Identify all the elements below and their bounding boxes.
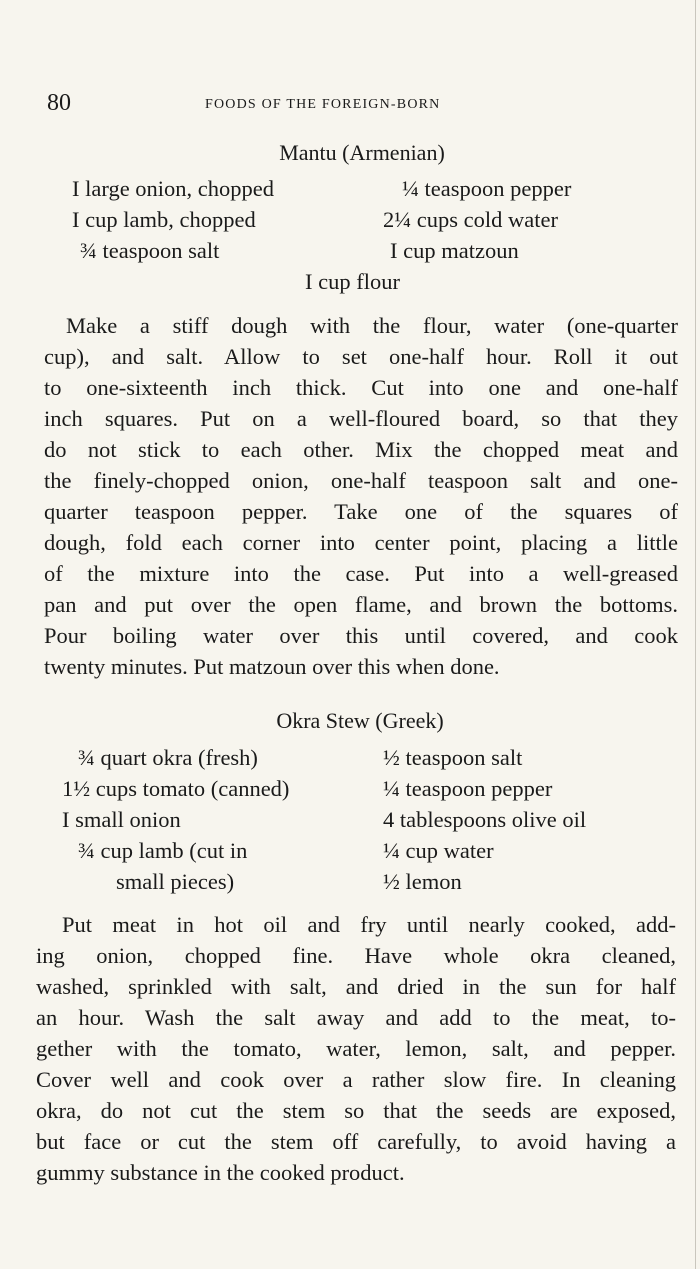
paragraph-line: gether with the tomato, water, lemon, salt, and pepper. [36,1036,676,1061]
paragraph-line: an hour. Wash the salt away and add to the meat, to- [36,1005,676,1030]
ingredient: ¼ teaspoon pepper [383,776,553,801]
ingredient: 2¼ cups cold water [383,207,558,232]
paragraph-line: to one-sixteenth inch thick. Cut into one and one-half [44,375,678,400]
ingredient: 4 tablespoons olive oil [383,807,587,832]
ingredient: I cup flour [305,269,400,294]
paragraph-line: but face or cut the stem off carefully, to avoid having a [36,1129,676,1154]
paragraph-line: of the mixture into the case. Put into a well-greased [44,561,678,586]
paragraph-line: do not stick to each other. Mix the chopped meat and [44,437,678,462]
ingredient: ¾ teaspoon salt [80,238,220,263]
paragraph-line: dough, fold each corner into center point, placing a little [44,530,678,555]
ingredient: small pieces) [116,869,235,894]
recipe-paragraph-okra-stew [36,909,676,1188]
paragraph-line: cup), and salt. Allow to set one-half hour. Roll it out [44,344,678,369]
ingredient: ¼ teaspoon pepper [402,176,572,201]
recipe-paragraph-mantu [44,310,678,682]
paragraph-line: gummy substance in the cooked product. [36,1160,405,1185]
paragraph-line: washed, sprinkled with salt, and dried in the sun for half [36,974,676,999]
ingredient: I cup lamb, chopped [72,207,256,232]
page-number: 80 [47,90,71,116]
ingredient: ¾ cup lamb (cut in [78,838,248,863]
paragraph-line: okra, do not cut the stem so that the seeds are exposed, [36,1098,676,1123]
paragraph-line: inch squares. Put on a well-floured board, so that they [44,406,678,431]
paragraph-line: quarter teaspoon pepper. Take one of the squares of [44,499,678,524]
recipe-title-okra-stew: Okra Stew (Greek) [276,708,444,733]
paragraph-line: the finely-chopped onion, one-half teaspoon salt and one- [44,468,678,493]
paragraph-line: pan and put over the open flame, and brown the bottoms. [44,592,678,617]
ingredient: I small onion [62,807,181,832]
recipe-title-mantu: Mantu (Armenian) [279,140,445,165]
paragraph-line: ing onion, chopped fine. Have whole okra cleaned, [36,943,676,968]
ingredient: ¾ quart okra (fresh) [78,745,258,770]
paragraph-line: Make a stiff dough with the flour, water (one-quarter [66,313,678,338]
paragraph-line: twenty minutes. Put matzoun over this when done. [44,654,500,679]
paragraph-line: Put meat in hot oil and fry until nearly cooked, add- [62,912,676,937]
ingredient: 1½ cups tomato (canned) [62,776,290,801]
ingredient: ½ lemon [383,869,462,894]
ingredient: I large onion, chopped [72,176,275,201]
ingredient: ¼ cup water [383,838,494,863]
page-edge [695,0,696,1269]
running-head: FOODS OF THE FOREIGN-BORN [205,97,441,112]
ingredient: I cup matzoun [390,238,519,263]
paragraph-line: Pour boiling water over this until covered, and cook [44,623,678,648]
paragraph-line: Cover well and cook over a rather slow fire. In cleaning [36,1067,676,1092]
ingredient: ½ teaspoon salt [383,745,523,770]
